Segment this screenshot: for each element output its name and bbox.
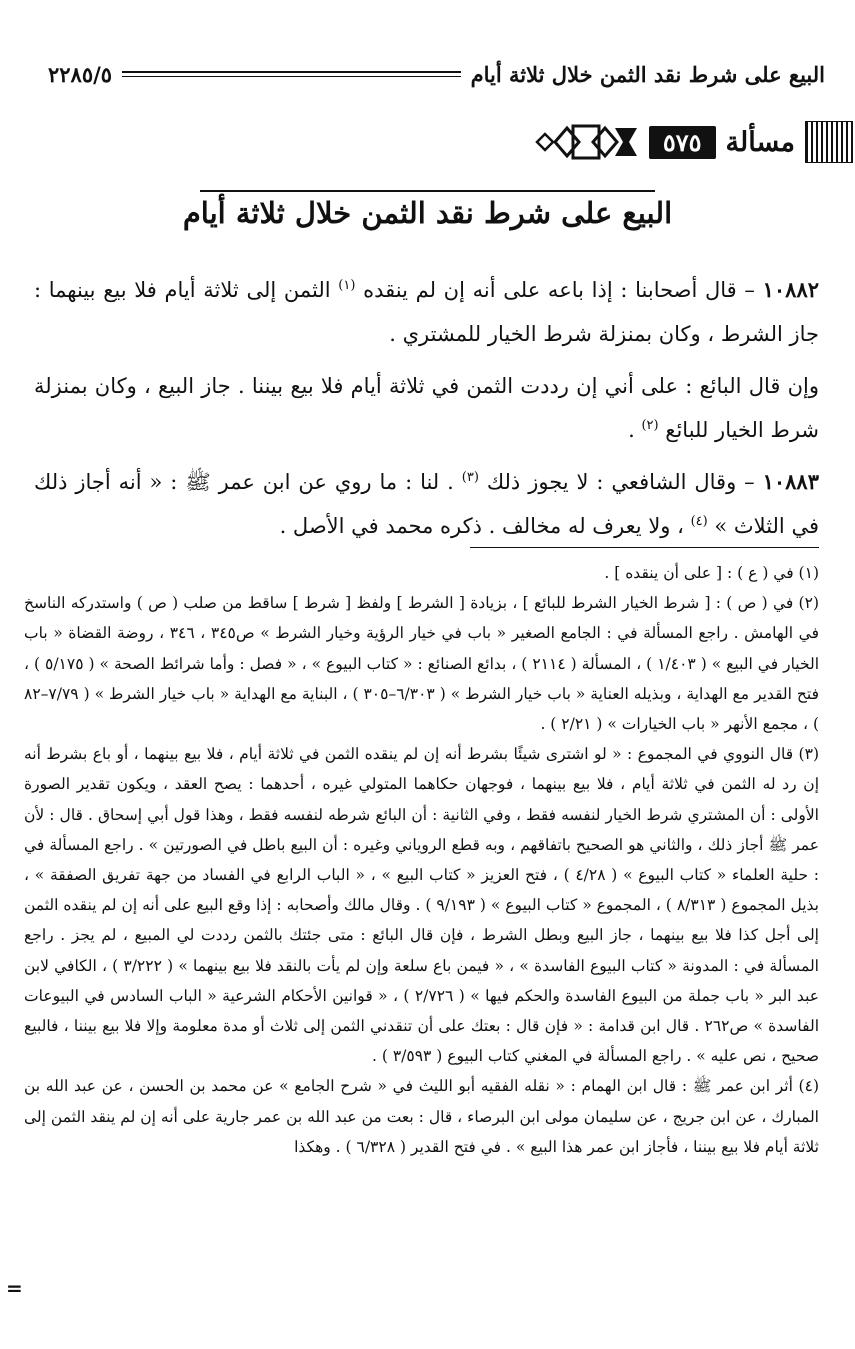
main-text: [34, 268, 819, 556]
footnote-1: (١) في ( ع ) : [ على أن ينقده ] .: [604, 564, 819, 582]
footnote-separator: [470, 547, 819, 548]
geometric-ornament-icon: [533, 120, 643, 164]
footnote-ref[interactable]: (٤): [690, 514, 708, 529]
footnotes: [24, 558, 819, 1162]
footnote-3: (٣) قال النووي في المجموع : « لو اشترى شيئًا بشرط أنه إن لم ينقده الثمن في ثلاثة أيام ، فلا بيع بينهما ، أو باع بشرط أنه إن رد له الثمن في ثلاثة أيام ، فلا بيع بينهما ، فوجهان حكاهما المتولي غيره ، أحدهما : يصح العقد ، ويكون تقدير الصورة الأولى : أن المشتري شرط الخيار لنفسه فقط ، وفي الثانية : أن البائع شرطه لنفسه فقط ، وهذا قول أبي إسحاق . قال : لأن عمر ﷺ أجاز ذلك ، والثاني هو الصحيح باتفاقهم ، وبه قطع الروياني وغيره : أن البيع باطل في الصورتين » . راجع المسألة في : حلية العلماء « كتاب البيوع » ( ٤/٢٨ ) ، فتح العزيز « كتاب البيع » ، « الباب الرابع في الفساد من جهة تفريق الصفقة » ، بذيل المجموع ( ٨/٣١٣ ) ، المجموع « كتاب البيوع » ( ٩/١٩٣ ) . وقال مالك وأصحابه : إذا وقع البيع على أنه إن لم ينقده الثمن إلى أجل كذا فلا بيع بينهما ، جاز البيع وبطل الشرط ، فإن قال البائع : متى جئتك بالثمن رددت لي المبيع ، لم يجز . راجع المسألة في : المدونة « كتاب البيوع الفاسدة » ، « فيمن باع سلعة وإن لم يأت بالنقد فلا بيع بينهما » ( ٣/٢٢٢ ) ، الكافي لابن عبد البر « باب جملة من البيوع الفاسدة والحكم فيها » ( ٢/٧٢٦ ) ، « قوانين الأحكام الشرعية « الباب السادس في البيوعات الفاسدة » ص٢٦٢ . قال ابن قدامة : « فإن قال : بعتك على أن تنقدني الثمن إلى ثلاث أو مدة معلومة وإلا فلا بيع بيننا ، فالبيع صحيح ، نص عليه » . راجع المسألة في المغني كتاب البيوع ( ٣/٥٩٣ ) .: [24, 745, 819, 1066]
running-header: [48, 58, 825, 90]
page-number: ٢٢٨٥/٥: [48, 61, 113, 87]
title-top-rule: [200, 190, 655, 192]
footnote-2: (٢) في ( ص ) : [ شرط الخيار الشرط للبائع ] ، بزيادة [ الشرط ] ولفظ [ شرط ] ساقط من صلب ( ص ) واستدركه الناسخ في الهامش . راجع المسألة في : الجامع الصغير « باب في خيار الرؤية وخيار الشرط » ص٣٤٥ ، ٣٤٦ ، روضة القضاة « باب الخيار في البيع » ( ١/٤٠٣ ) ، المسألة ( ٢١١٤ ) ، بدائع الصنائع : « كتاب البيوع » ، « فصل : وأما شرائط الصحة » ( ٥/١٧٥ ) ، فتح القدير مع الهداية ، وبذيله العناية « باب خيار الشرط » ( ٦/٣٠٣–٣٠٥ ) ، البناية مع الهداية « باب خيار الشرط » ( ٧/٧٩–٨٢ ) ، مجمع الأنهر « باب الخيارات » ( ٢/٢١ ) .: [24, 594, 820, 734]
paragraph-number: ١٠٨٨٢: [762, 277, 820, 302]
running-header-title: البيع على شرط نقد الثمن خلال ثلاثة أيام: [470, 61, 825, 87]
paragraph-text: ، ولا يعرف له مخالف . ذكره محمد في الأصل .: [279, 514, 691, 538]
paragraph-seller-condition: [34, 364, 819, 452]
footnote-ref[interactable]: (٣): [461, 470, 479, 485]
paragraph-10882: [34, 268, 819, 356]
running-header-rule: [122, 71, 461, 77]
footnote-ref[interactable]: (٢): [641, 418, 659, 433]
paragraph-number: ١٠٨٨٣: [762, 469, 819, 494]
footnote-4: (٤) أثر ابن عمر ﷺ : قال ابن الهمام : « نقله الفقيه أبو الليث في « شرح الجامع » عن محمد بن الحسن ، عن عبد الله بن المبارك ، عن ابن جريج ، عن سليمان مولى ابن البرصاء ، قال : بعت من عبد الله بن عمر جارية على أنه إن لم ينقد الثمن إلى ثلاثة أيام فلا بيع بيننا ، فأجاز ابن عمر هذا البيع » . في فتح القدير ( ٦/٣٢٨ ) . وهكذا: [24, 1077, 819, 1156]
footnote-ref[interactable]: (١): [338, 278, 356, 293]
masala-number-badge: ٥٧٥: [649, 126, 716, 159]
paragraph-text: الثمن إلى ثلاثة أيام فلا بيع بينهما : جاز الشرط ، وكان بمنزلة شرط الخيار للمشتري .: [34, 278, 819, 346]
paragraph-10883: [34, 460, 819, 548]
continuation-mark: =: [6, 1276, 23, 1300]
paragraph-text: . لنا : ما روي عن ابن عمر ﷺ : « أنه أجاز ذلك في الثلاث »: [34, 470, 819, 538]
barcode-ornament-icon: [805, 121, 853, 163]
paragraph-text: – وقال الشافعي : لا يجوز ذلك: [478, 470, 763, 494]
masala-label: مسألة: [725, 126, 795, 158]
paragraph-text: .: [628, 418, 642, 442]
section-title: البيع على شرط نقد الثمن خلال ثلاثة أيام: [182, 196, 673, 230]
paragraph-text: – قال أصحابنا : إذا باعه على أنه إن لم ينقده: [355, 278, 763, 302]
masala-banner: [530, 118, 853, 166]
paragraph-text: وإن قال البائع : على أني إن رددت الثمن في ثلاثة أيام فلا بيع بيننا . جاز البيع ، وكان بمنزلة شرط الخيار للبائع: [34, 374, 819, 442]
